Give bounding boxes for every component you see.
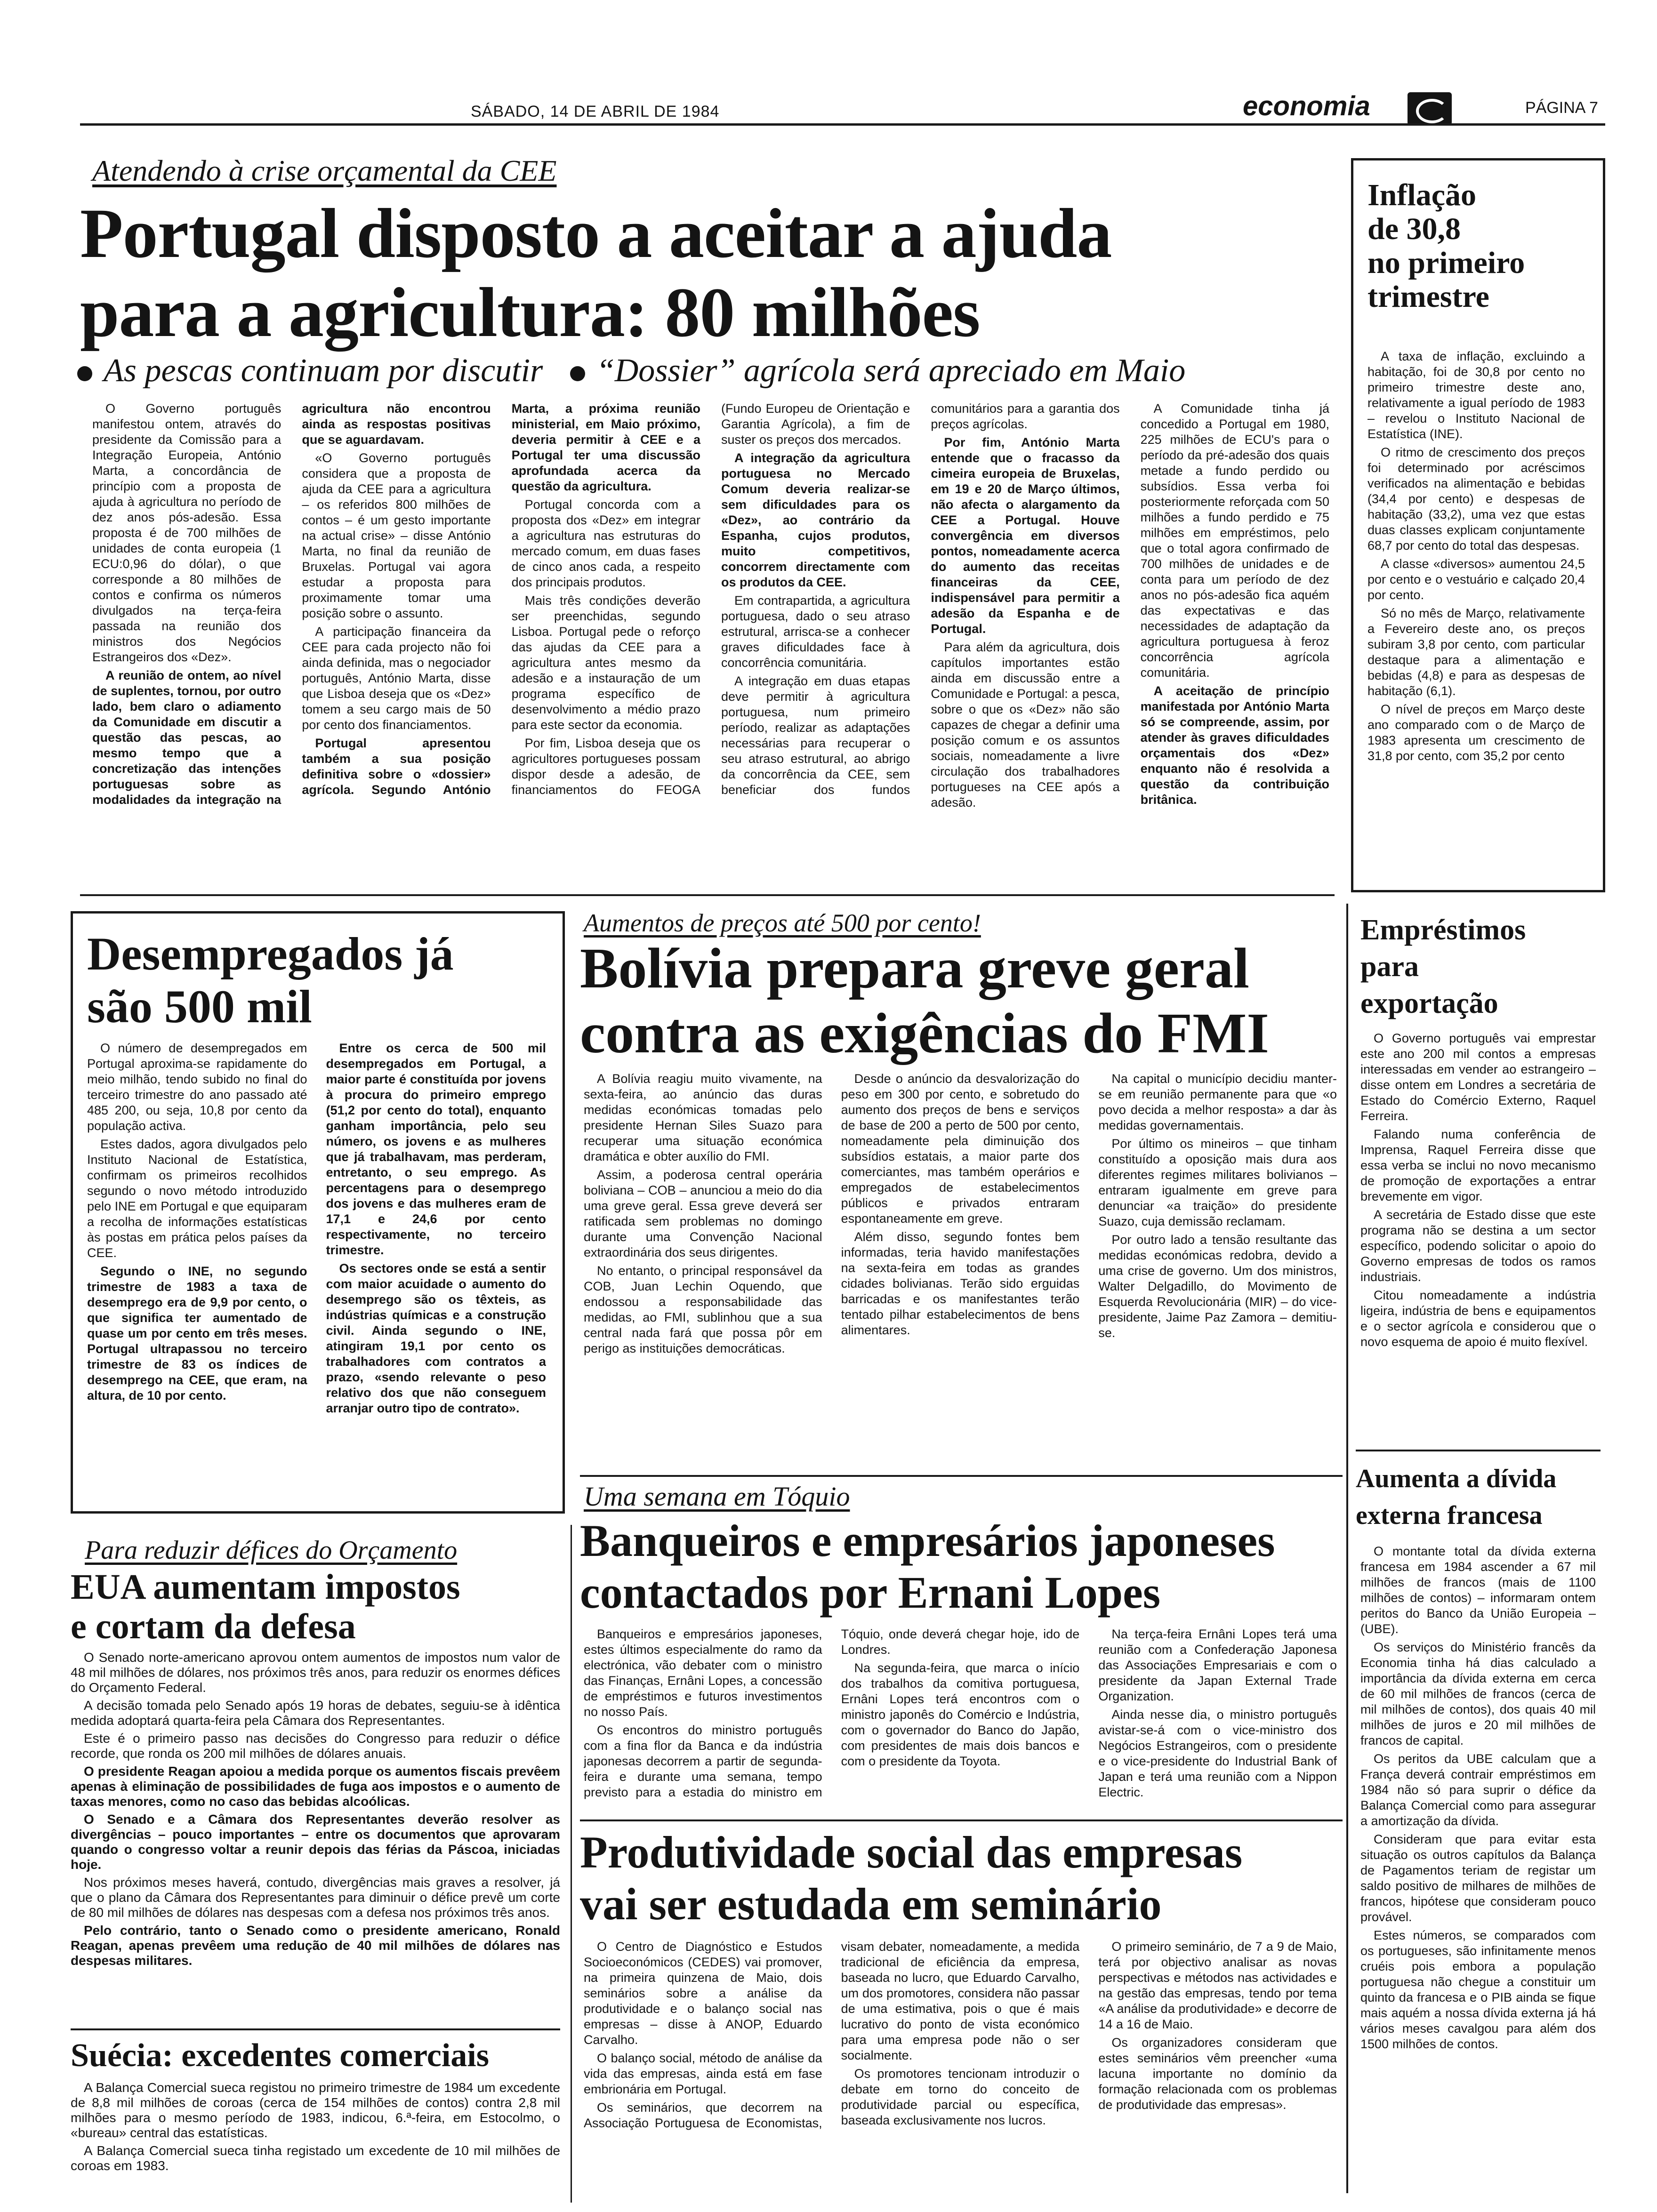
loans-body bbox=[1360, 1031, 1596, 1440]
bolivia-paragraph: Por outro lado a tensão resultante das medidas económicas redobra, devido a uma crise de governo. Um dos ministros, Walter Delgadillo, do Movimento de Esquerda Revolucionária (MIR) – do vice-presidente, Jaime Paz Zamora – demitiu-se. bbox=[1098, 1233, 1337, 1340]
unemployment-paragraph: Estes dados, agora divulgados pelo Instituto Nacional de Estatística, confirmam os primeiros recolhidos segundo o novo método introduzido pelo INE em Portugal e que equiparam a recolha de informações estatísticas às postas em prática pelos países da CEE. bbox=[87, 1137, 307, 1260]
loans-title-3: exportação bbox=[1360, 987, 1498, 1019]
bolivia-paragraph: Além disso, segundo fontes bem informadas, teria havido manifestações na sexta-feira em todas as grandes cidades bolivianas. Terão sido erguidas barricadas e os manifestantes terão tentado pilhar estabelecimentos de bens alimentares. bbox=[841, 1230, 1080, 1337]
productivity-body bbox=[584, 1939, 1337, 2203]
usa-kicker: Para reduzir défices do Orçamento bbox=[85, 1536, 458, 1565]
usa-paragraph: O Senado e a Câmara dos Representantes deverão resolver as divergências – pouco importantes – entre os documentos que aprovaram quando o congresso voltar a reunir depois das férias da Páscoa, iniciadas hoje. bbox=[71, 1812, 560, 1872]
inflation-paragraph: O ritmo de crescimento dos preços foi determinado por acréscimos verificados na alimentação e bebidas (34,4 por cento) e despesas de habitação (33,2), uma vez que estas duas classes explicam conjuntamente 68,7 por cento do total das despesas. bbox=[1367, 445, 1585, 553]
lead-headline-line-1: Portugal disposto a aceitar a ajuda bbox=[80, 194, 1112, 272]
sweden-body bbox=[71, 2080, 560, 2198]
lead-bottom-rule bbox=[80, 894, 1335, 896]
lead-paragraph: Por fim, António Marta entende que o fracasso da cimeira europeia de Bruxelas, em 19 e 20 de Março últimos, não afecta o alargamento da CEE a Portugal. Houve convergência em diversos pontos, nomeadamente acerca do aumento das receitas financeiras da CEE, indispensável para permitir a adesão da Espanha e de Portugal. bbox=[931, 435, 1120, 636]
lead-subheadline bbox=[75, 352, 1185, 390]
loans-paragraph: Falando numa conferência de Imprensa, Raquel Ferreira disse que essa verba se inclui no novo mecanismo de promoção de exportações a entrar brevemente em vigor. bbox=[1360, 1127, 1596, 1203]
loans-paragraph: Citou nomeadamente a indústria ligeira, indústria de bens e equipamentos e o sector agrícola e considerou que o novo esquema de apoio é muito flexível. bbox=[1360, 1288, 1596, 1349]
lead-sub-2: “Dossier” agrícola será apreciado em Maio bbox=[596, 353, 1186, 389]
lead-paragraph: «O Governo português considera que a proposta de ajuda da CEE para a agricultura – os referidos 800 milhões de contos – é um gesto importante na actual crise» – disse António Marta, no final da reunião de Bruxelas. Portugal vai agora estudar a proposta para proximamente tomar uma posição sobre o assunto. bbox=[302, 451, 491, 620]
inflation-title-1: Inflação bbox=[1367, 178, 1476, 212]
unemployment-paragraph: O número de desempregados em Portugal aproxima-se rapidamente do meio milhão, tendo subido no final do terceiro trimestre do ano passado até 485 200, ou seja, 10,8 por cento da população activa. bbox=[87, 1041, 307, 1133]
header-rule bbox=[80, 123, 1605, 126]
tokyo-paragraph: Os encontros do ministro português com a fina flor da Banca e da indústria japonesas decorrem a partir de segunda-feira e durante uma semana, tempo previsto para a estadia do ministro em Tóquio, onde deverá chegar hoje, ido de Londres. bbox=[584, 1627, 1080, 1799]
lead-paragraph: Portugal concorda com a proposta dos «Dez» em integrar a agricultura nas estruturas do mercado comum, em duas fases de cinco anos cada, a respeito dos principais produtos. bbox=[511, 497, 700, 589]
bolivia-paragraph: No entanto, o principal responsável da COB, Juan Lechin Oquendo, que endossou a responsabilidade das medidas, ao FMI, sublinhou que a sua central nada fará que possa pôr em perigo as instituições democráticas. bbox=[584, 1264, 822, 1355]
bolivia-bottom-rule bbox=[580, 1475, 1343, 1477]
inflation-paragraph: A classe «diversos» aumentou 24,5 por cento e o vestuário e calçado 20,4 por cento. bbox=[1367, 557, 1585, 602]
sidebar-divider bbox=[1346, 904, 1348, 2193]
bullet-icon bbox=[570, 366, 585, 381]
bullet-icon bbox=[77, 366, 92, 381]
newspaper-logo-icon bbox=[1408, 92, 1452, 125]
lead-paragraph: Por fim, Lisboa deseja que os agricultores portugueses possam dispor desde a adesão, de financiamentos do FEOGA (Fundo Europeu de Orientação e Garantia Agrícola), a fim de suster os preços dos mercados. bbox=[511, 401, 910, 797]
lead-paragraph: Mais três condições deverão ser preenchidas, segundo Lisboa. Portugal pede o reforço das ajudas da CEE para a agricultura antes mesmo da adesão e a instauração de um programa específico de desenvolvimento a médio prazo para este sector da economia. bbox=[511, 593, 700, 732]
sweden-paragraph: A Balança Comercial sueca registou no primeiro trimestre de 1984 um excedente de 8,8 mil milhões de coroas (cerca de 154 milhões de contos) contra 2,8 mil milhões para o mesmo período de 1983, indicou, 6.ª-feira, em Estocolmo, o «bureau» central das estatísticas. bbox=[71, 2080, 560, 2140]
usa-paragraph: O presidente Reagan apoiou a medida porque os aumentos fiscais prevêem apenas à eliminação de possibilidades de fuga aos impostos e o aumento de taxas menores, como no caso das bebidas alcoólicas. bbox=[71, 1764, 560, 1809]
usa-paragraph: O Senado norte-americano aprovou ontem aumentos de impostos num valor de 48 mil milhões de dólares, nos próximos três anos, para reduzir os enormes défices do Orçamento Federal. bbox=[71, 1650, 560, 1695]
unemployment-paragraph: Segundo o INE, no segundo trimestre de 1983 a taxa de desemprego era de 9,9 por cento, o que significa ter aumentado de quase um por cento em três meses. Portugal ultrapassou no terceiro trimestre de 83 os índices de desemprego na CEE, que eram, na altura, de 10 por cento. bbox=[87, 1264, 307, 1403]
debt-body bbox=[1360, 1544, 1596, 2203]
lead-paragraph: O Governo português manifestou ontem, através do presidente da Comissão para a Integração Europeia, António Marta, a concordância de princípio com a proposta de ajuda à agricultura no período de dez anos pós-adesão. Essa proposta é de 700 milhões de unidades de conta europeia (1 ECU:0,96 do dólar), o que corresponde a 80 milhões de contos e confirma os números divulgados na terça-feira passada na reunião dos ministros dos Negócios Estrangeiros dos «Dez». bbox=[92, 401, 282, 664]
tokyo-paragraph: Banqueiros e empresários japoneses, estes últimos especialmente do ramo da electrónica, vão debater com o ministro das Finanças, Ernâni Lopes, a concessão de empréstimos e futuros investimentos no nosso País. bbox=[584, 1627, 822, 1719]
lead-paragraph: A aceitação de princípio manifestada por António Marta só se compreende, assim, por atender às graves dificuldades orçamentais dos «Dez» enquanto não é resolvida a questão da contribuição britânica. bbox=[1140, 684, 1329, 807]
tokyo-paragraph: Ainda nesse dia, o ministro português avistar-se-á com o vice-ministro dos Negócios Estrangeiros, com o presidente e o vice-presidente do Industrial Bank of Japan e terá uma reunião com a Nippon Electric. bbox=[1098, 1707, 1337, 1799]
debt-title-2: externa francesa bbox=[1356, 1501, 1543, 1530]
inflation-body bbox=[1367, 349, 1585, 876]
lead-paragraph: A integração da agricultura portuguesa no Mercado Comum deveria realizar-se sem dificuldades para os «Dez», ao contrário da Espanha, cujos produtos, muito competitivos, concorrem directamente com os produtos da CEE. bbox=[721, 451, 910, 589]
productivity-paragraph: Os organizadores consideram que estes seminários vêm preencher «uma lacuna importante no domínio da formação relacionada com os problemas de produtividade das empresas». bbox=[1098, 2036, 1337, 2112]
usa-paragraph: Este é o primeiro passo nas decisões do Congresso para reduzir o défice recorde, que ronda os 200 mil milhões de dólares anuais. bbox=[71, 1731, 560, 1761]
unemployment-title-1: Desempregados já bbox=[87, 928, 454, 980]
productivity-paragraph: O primeiro seminário, de 7 a 9 de Maio, terá por objectivo analisar as novas perspectivas e métodos nas actividades e na gestão das empresas, tendo por tema «A análise da produtividade» e decorre de 14 a 16 de Maio. bbox=[1098, 1940, 1337, 2031]
usa-body bbox=[71, 1650, 560, 2022]
loans-title-2: para bbox=[1360, 951, 1419, 983]
bolivia-paragraph: A Bolívia reagiu muito vivamente, na sexta-feira, ao anúncio das duras medidas económicas tomadas pelo presidente Hernan Siles Suazo para recuperar uma situação económica dramática e obter auxílio do FMI. bbox=[584, 1072, 822, 1163]
bolivia-title-2: contra as exigências do FMI bbox=[580, 1002, 1269, 1065]
bolivia-body bbox=[584, 1071, 1337, 1471]
inflation-box bbox=[1351, 158, 1605, 892]
lead-kicker: Atendendo à crise orçamental da CEE bbox=[92, 154, 557, 187]
lead-paragraph: A Comunidade tinha já concedido a Portugal em 1980, 225 milhões de ECU's para o período da pré-adesão dos quais metade a fundo perdido ou subsídios. Essa verba foi posteriormente reforçada com 50 milhões a fundo perdido e 75 milhões em empréstimos, pelo que o total agora confirmado de 700 milhões de unidades e de conta para um período de dez anos no pós-adesão fica aquém das expectativas e das necessidades de adaptação da agricultura portuguesa à feroz concorrência agrícola comunitária. bbox=[1140, 401, 1329, 680]
lead-paragraph: A integração em duas etapas deve permitir à agricultura portuguesa, num primeiro período, realizar as adaptações necessárias para recuperar o seu atraso estrutural, ao abrigo da concorrência da CEE, sem beneficiar dos fundos comunitários para a garantia dos preços agrícolas. bbox=[721, 401, 1120, 797]
tokyo-body bbox=[584, 1627, 1337, 1815]
debt-paragraph: O montante total da dívida externa francesa em 1984 ascender a 67 mil milhões de francos (mais de 1100 milhões de contos) – informaram ontem peritos do Banco da União Europeia – (UBE). bbox=[1360, 1544, 1596, 1636]
loans-bottom-rule bbox=[1356, 1450, 1601, 1451]
productivity-paragraph: O Centro de Diagnóstico e Estudos Socioeconómicos (CEDES) vai promover, na primeira quinzena de Maio, dois seminários sobre a análise da produtividade e o balanço social nas empresas – disse à ANOP, Eduardo Carvalho. bbox=[584, 1940, 822, 2047]
loans-paragraph: O Governo português vai emprestar este ano 200 mil contos a empresas interessadas em vender ao estrangeiro – disse ontem em Londres a secretária de Estado do Comércio Externo, Raquel Ferreira. bbox=[1360, 1031, 1596, 1123]
productivity-paragraph: O balanço social, método de análise da vida das empresas, ainda está em fase embrionária em Portugal. bbox=[584, 2051, 822, 2096]
bolivia-paragraph: Na capital o município decidiu manter-se em reunião permanente para que «o povo decida a melhor resposta» a dar às medidas governamentais. bbox=[1098, 1072, 1337, 1132]
bolivia-paragraph: Por último os mineiros – que tinham constituído a oposição mais dura aos diferentes regimes militares bolivianos – entraram igualmente em greve para denunciar «a traição» do presidente Suazo, cuja demissão reclamam. bbox=[1098, 1137, 1337, 1228]
debt-title-1: Aumenta a dívida bbox=[1356, 1464, 1557, 1493]
lead-paragraph: Para além da agricultura, dois capítulos importantes estão ainda em discussão entre a Comunidade e Portugal: a pesca, sobre o que os «Dez» não são capazes de chegar a definir uma posição comum e os assuntos sociais, nomeadamente a livre circulação dos trabalhadores portugueses na CEE após a adesão. bbox=[931, 640, 1120, 809]
debt-paragraph: Os peritos da UBE calculam que a França deverá contrair empréstimos em 1984 não só para suprir o défice da Balança Comercial como para assegurar a amortização da dívida. bbox=[1360, 1752, 1596, 1828]
unemployment-paragraph: Entre os cerca de 500 mil desempregados em Portugal, a maior parte é constituída por jovens à procura do primeiro emprego (51,2 por cento do total), enquanto ganham importância, pelo seu número, os jovens e as mulheres que já trabalhavam, mas perderam, entretanto, o seu emprego. As percentagens para o desemprego dos jovens e das mulheres eram de 17,1 e 24,6 por cento respectivamente, no terceiro trimestre. bbox=[326, 1041, 546, 1257]
lead-paragraph: A reunião de ontem, ao nível de suplentes, tornou, por outro lado, bem claro o adiamento da Comunidade em discutir a questão das pescas, ao mesmo tempo que a concretização das intenções portuguesas sobre as modalidades da integração na agricultura não encontrou ainda as respostas positivas que se aguardavam. bbox=[92, 401, 491, 807]
lead-headline-line-2: para a agricultura: 80 milhões bbox=[80, 273, 980, 352]
unemployment-box bbox=[71, 911, 565, 1514]
bolivia-kicker: Aumentos de preços até 500 por cento! bbox=[584, 909, 981, 937]
tokyo-paragraph: Na segunda-feira, que marca o início dos trabalhos da comitiva portuguesa, Ernâni Lopes terá encontros com o ministro japonês do Comércio e Indústria, com o governador do Banco do Japão, com presidentes de mais dois bancos e com o presidente da Toyota. bbox=[841, 1661, 1080, 1768]
sweden-title: Suécia: excedentes comerciais bbox=[71, 2037, 489, 2074]
unemployment-title-2: são 500 mil bbox=[87, 980, 312, 1033]
debt-paragraph: Estes números, se comparados com os portugueses, são infinitamente menos cruéis pois embora a população portuguesa não chegue a constituir um quinto da francesa e o PIB ainda se fique mais aquém a nossa dívida externa já há vários meses cavalgou para além dos 1500 milhões de contos. bbox=[1360, 1928, 1596, 2051]
lead-paragraph: A participação financeira da CEE para cada projecto não foi ainda definida, mas o negociador português, António Marta, disse que Lisboa deseja que os «Dez» tomem a seu cargo mais de 50 por cento dos financiamentos. bbox=[302, 625, 491, 732]
bolivia-paragraph: Desde o anúncio da desvalorização do peso em 300 por cento, e sobretudo do aumento dos preços de bens e serviços de base de 200 a perto de 500 por cento, nomeadamente pela diminuição dos subsídios estatais, a maior parte dos comerciantes, mas também operários e empregados de estabelecimentos públicos e privados entraram espontaneamente em greve. bbox=[841, 1072, 1080, 1226]
inflation-title-3: no primeiro bbox=[1367, 246, 1525, 280]
usa-bottom-rule bbox=[71, 2028, 560, 2030]
productivity-paragraph: Os seminários, que decorrem na Associação Portuguesa de Economistas, visam debater, nomeadamente, a medida tradicional de eficiência da empresa, baseada no lucro, que Eduardo Carvalho, um dos promotores, considera não passar de uma estimativa, pois o que é mais lucrativo do ponto de vista económico para uma empresa pode não o ser socialmente. bbox=[584, 1940, 1080, 2130]
tokyo-kicker: Uma semana em Tóquio bbox=[584, 1481, 850, 1512]
loans-paragraph: A secretária de Estado disse que este programa não se destina a um sector específico, podendo solicitar o apoio do Governo empresas de todos os ramos industriais. bbox=[1360, 1208, 1596, 1284]
inflation-title-4: trimestre bbox=[1367, 280, 1489, 314]
lead-sub-1: As pescas continuam por discutir bbox=[104, 353, 543, 389]
usa-paragraph: Nos próximos meses haverá, contudo, divergências mais graves a resolver, já que o plano da Câmara dos Representantes para diminuir o défice prevê um corte de 80 mil milhões de dólares nas despesas com a defesa nos próximos três anos. bbox=[71, 1875, 560, 1920]
unemployment-paragraph: Os sectores onde se está a sentir com maior acuidade o aumento do desemprego são os têxteis, as indústrias químicas e a construção civil. Ainda segundo o INE, atingiram 19,1 por cento os trabalhadores com contratos a prazo, «sendo relevante o peso relativo dos que não conseguem arranjar outro tipo de contrato». bbox=[326, 1261, 546, 1415]
debt-paragraph: Consideram que para evitar esta situação os outros capítulos da Balança de Pagamentos teriam de registar um saldo positivo de milhares de milhões de francos, hipótese que consideram pouco provável. bbox=[1360, 1832, 1596, 1924]
inflation-paragraph: O nível de preços em Março deste ano comparado com o de Março de 1983 apresenta um crescimento de 31,8 por cento, com 35,2 por cento bbox=[1367, 702, 1585, 763]
productivity-paragraph: Os promotores tencionam introduzir o debate em torno do conceito de produtividade parcial ou específica, baseada exclusivamente nos lucros. bbox=[841, 2067, 1080, 2127]
productivity-title-1: Produtividade social das empresas bbox=[580, 1827, 1243, 1877]
page-date: SÁBADO, 14 DE ABRIL DE 1984 bbox=[471, 103, 720, 120]
lead-paragraph: Portugal apresentou também a sua posição definitiva sobre o «dossier» agrícola. Segundo António Marta, a próxima reunião ministerial, em Maio próximo, deveria permitir à CEE e a Portugal ter uma discussão aprofundada acerca da questão da agricultura. bbox=[302, 401, 700, 797]
tokyo-title-2: contactados por Ernani Lopes bbox=[580, 1567, 1161, 1618]
sweden-paragraph: A Balança Comercial sueca tinha registado um excedente de 10 mil milhões de coroas em 1983. bbox=[71, 2143, 560, 2173]
unemployment-body bbox=[87, 1041, 546, 1502]
page-number: PÁGINA 7 bbox=[1525, 99, 1598, 117]
bolivia-title-1: Bolívia prepara greve geral bbox=[580, 937, 1249, 1000]
tokyo-paragraph: Na terça-feira Ernâni Lopes terá uma reunião com a Confederação Japonesa das Associações Empresariais e com o presidente da Japan External Trade Organization. bbox=[1098, 1627, 1337, 1703]
usa-title-2: e cortam da defesa bbox=[71, 1607, 356, 1646]
inflation-paragraph: A taxa de inflação, excluindo a habitação, foi de 30,8 por cento no primeiro trimestre deste ano, relativamente a igual período de 1983 – revelou o Instituto Nacional de Estatística (INE). bbox=[1367, 349, 1585, 441]
inflation-paragraph: Só no mês de Março, relativamente a Fevereiro deste ano, os preços subiram 3,8 por cento, com particular destaque para a alimentação e bebidas (4,8) e para as despesas de habitação (6,1). bbox=[1367, 606, 1585, 698]
usa-paragraph: Pelo contrário, tanto o Senado como o presidente americano, Ronald Reagan, apenas prevêem uma redução de 40 mil milhões de dólares nas despesas militares. bbox=[71, 1923, 560, 1968]
column-divider bbox=[571, 1525, 572, 2203]
lead-paragraph: Em contrapartida, a agricultura portuguesa, dado o seu atraso estrutural, arrisca-se a conhecer graves dificuldades face à concorrência comunitária. bbox=[721, 593, 910, 670]
productivity-title-2: vai ser estudada em seminário bbox=[580, 1879, 1162, 1929]
tokyo-bottom-rule bbox=[580, 1819, 1343, 1821]
bolivia-paragraph: Assim, a poderosa central operária boliviana – COB – anunciou a meio do dia uma greve geral. Essa greve deverá ser ratificada sem problemas no domingo durante uma Convenção Nacional extraordinária dos seus dirigentes. bbox=[584, 1168, 822, 1259]
tokyo-title-1: Banqueiros e empresários japoneses bbox=[580, 1515, 1275, 1566]
usa-title-1: EUA aumentam impostos bbox=[71, 1567, 460, 1607]
debt-paragraph: Os serviços do Ministério francês da Economia tinha há dias calculado a importância da dívida externa em cerca de 60 mil milhões de francos (cerca de mil milhões de contos), dos quais 40 mil milhões de juros e 20 mil milhões de francos de capital. bbox=[1360, 1640, 1596, 1747]
loans-title-1: Empréstimos bbox=[1360, 914, 1526, 946]
inflation-title-2: de 30,8 bbox=[1367, 212, 1461, 246]
usa-paragraph: A decisão tomada pelo Senado após 19 horas de debates, seguiu-se à idêntica medida adoptará quarta-feira pela Câmara dos Representantes. bbox=[71, 1698, 560, 1728]
lead-body bbox=[92, 401, 1329, 886]
section-title: economia bbox=[1243, 91, 1370, 121]
